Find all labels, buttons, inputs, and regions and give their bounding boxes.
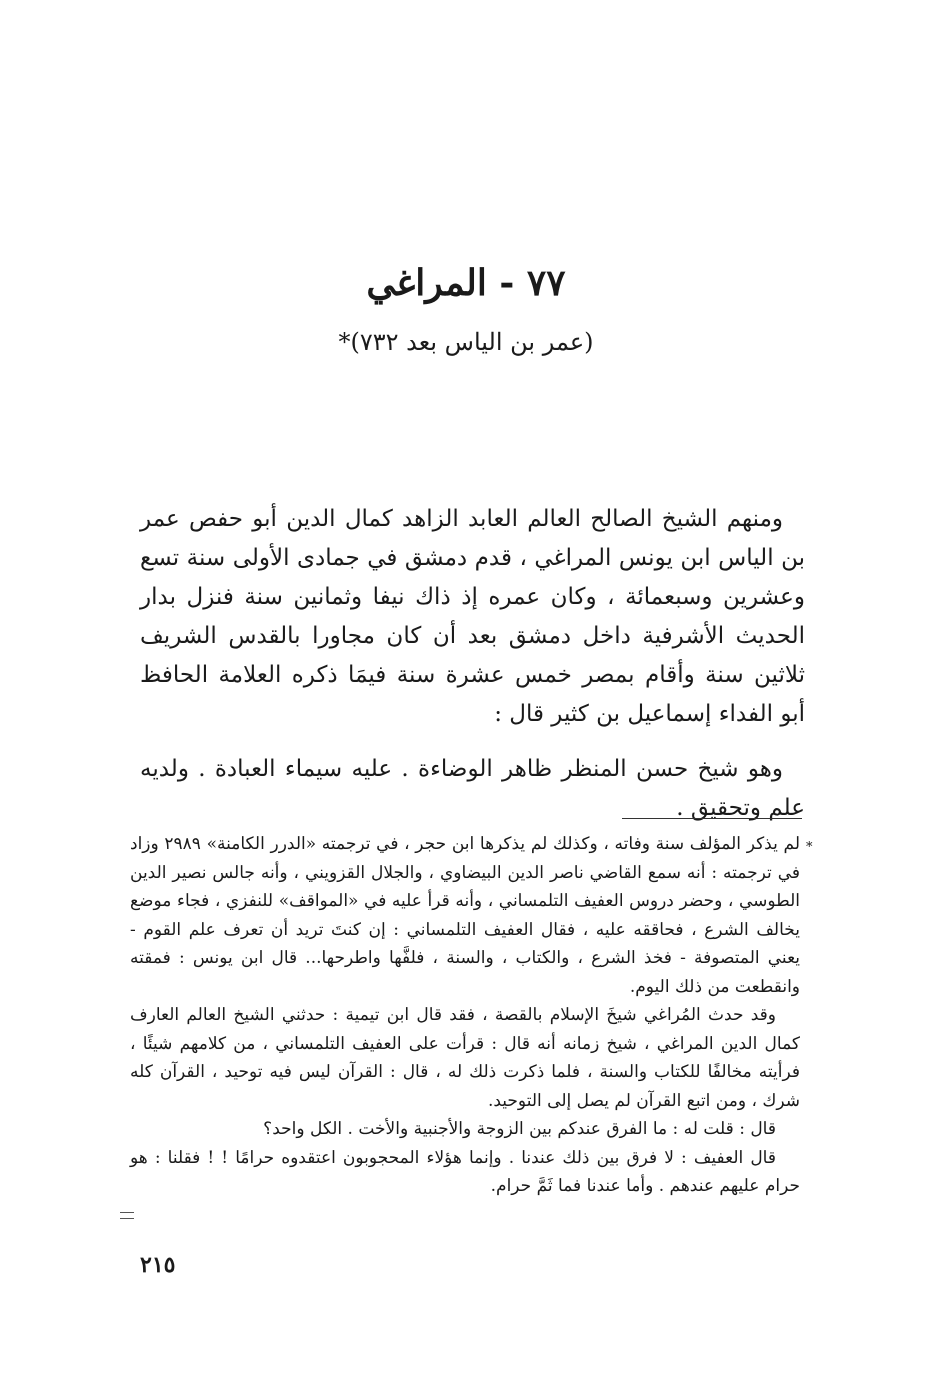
main-text [140,500,805,828]
biography-paragraph: ومنهم الشيخ الصالح العالم العابد الزاهد كمال الدين أبو حفص عمر بن الياس ابن يونس المراغي ، قدم دمشق في جمادى الأولى سنة تسع وعشرين وسبعمائة ، وكان عمره إذ ذاك نيفا وثمانين سنة فنزل بدار الحديث الأشرفية داخل دمشق بعد أن كان مجاورا بالقدس الشريف ثلاثين سنة وأقام بمصر خمس عشرة سنة فيمَا ذكره العلامة الحافظ أبو الفداء إسماعيل بن كثير قال : [140,506,805,727]
chapter-subtitle: (عمر بن الياس بعد ٧٣٢)* [338,328,594,356]
footnote-paragraph: لم يذكر المؤلف سنة وفاته ، وكذلك لم يذكرها ابن حجر ، في ترجمته «الدرر الكامنة» ٢٩٨٩ وزاد في ترجمته : أنه سمع القاضي ناصر الدين البيضاوي ، والجلال القزويني ، وأنه جالس نصير الدين الطوسي ، وحضر دروس العفيف التلمساني ، وأنه قرأ عليه في «المواقف» للنفزي ، فجاء موضع يخالف الشرع ، فحاققه عليه ، فقال العفيف التلمساني : إن كنتَ تريد أن تعرف علم القوم - يعني المتصوفة - فخذ الشرع ، والكتاب ، والسنة ، فلفَّها واطرحها... قال ابن يونس : فمقته وانقطعت من ذلك اليوم. [130,834,800,997]
footnote-divider [622,818,802,819]
footnotes [130,830,800,1201]
footnote-marker: * [806,840,813,855]
margin-mark [120,1212,134,1219]
page-number: ٢١٥ [140,1252,176,1278]
footnote-paragraph: قال العفيف : لا فرق بين ذلك عندنا . وإنما هؤلاء المحجوبون اعتقدوه حرامًا ! ! فقلنا : هو حرام عليهم عندهم . وأما عندنا فما ثَمَّ حرام. [130,1147,800,1196]
quote-paragraph: وهو شيخ حسن المنظر ظاهر الوضاءة . عليه سيماء العبادة . ولديه علم وتحقيق . [140,756,805,821]
footnote-paragraph: وقد حدث المُراغي شيخَ الإسلام بالقصة ، فقد قال ابن تيمية : حدثني الشيخ العالم العارف كمال الدين المراغي ، شيخ زمانه أنه قال : قرأت على العفيف التلمساني ، من كلامهم شيئًا ، فرأيته مخالفًا للكتاب والسنة ، فلما ذكرت ذلك له ، قال : القرآن ليس فيه توحيد ، القرآن كله شرك ، ومن اتبع القرآن لم يصل إلى التوحيد. [130,1005,800,1111]
footnote-paragraph: قال : قلت له : ما الفرق عندكم بين الزوجة والأجنبية والأخت . الكل واحد؟ [263,1119,776,1139]
chapter-title: ٧٧ - المراغي [366,262,566,304]
